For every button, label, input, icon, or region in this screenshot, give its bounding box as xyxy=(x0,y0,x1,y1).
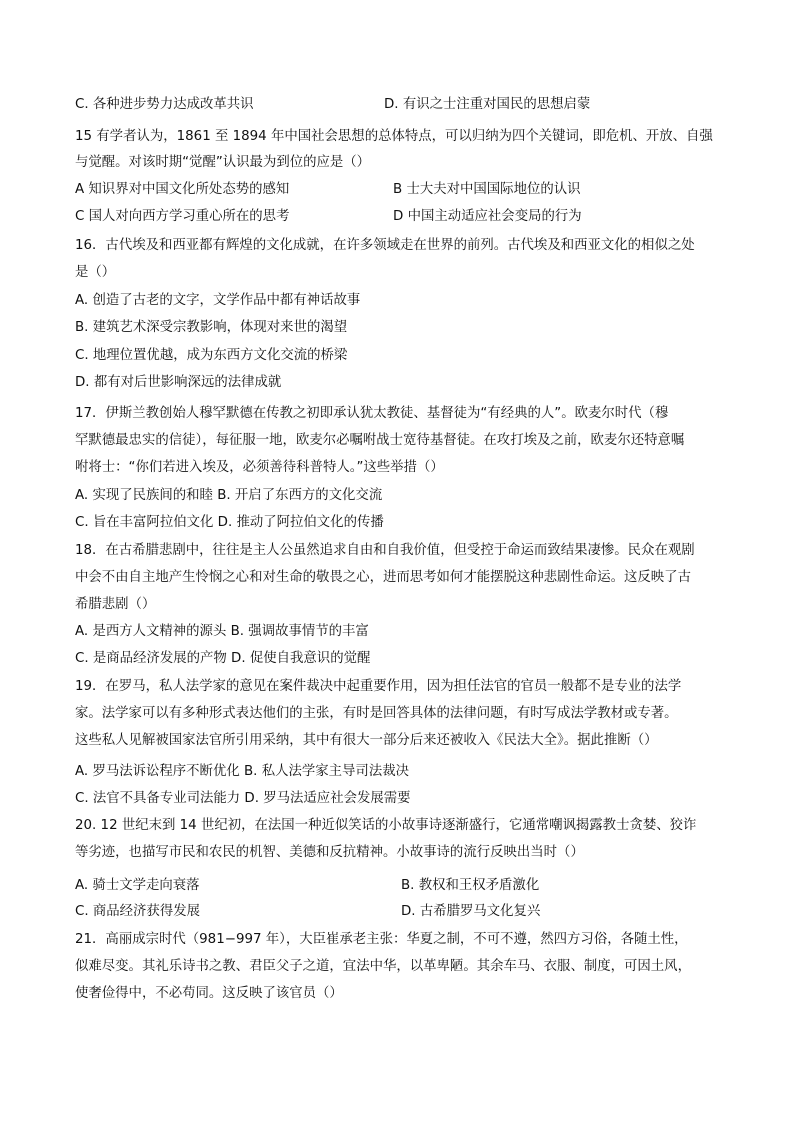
q19-stem-line-1: 19．在罗马，私人法学家的意见在案件裁决中起重要作用，因为担任法官的官员一般都不是专业的法学 xyxy=(75,679,682,694)
q16-stem-line-1: 16．古代埃及和西亚都有辉煌的文化成就，在许多领域走在世界的前列。古代埃及和西亚文化的相似之处 xyxy=(75,238,695,253)
q15-option-b: B 士大夫对中国国际地位的认识 xyxy=(393,182,581,197)
q18-option-ab: A. 是西方人文精神的源头 B. 强调故事情节的丰富 xyxy=(75,624,369,639)
q21-stem-line-2: 似难尽变。其礼乐诗书之教、君臣父子之道，宜法中华，以革卑陋。其余车马、衣服、制度，可因土风， xyxy=(75,959,691,974)
q19-stem-line-2: 家。法学家可以有多种形式表达他们的主张，有时是回答具体的法律问题，有时写成法学教材或专著。 xyxy=(75,706,678,721)
q20-option-b: B. 教权和王权矛盾激化 xyxy=(401,878,540,893)
q21-stem-line-1: 21．高丽成宗时代（981−997 年），大臣崔承老主张：华夏之制，不可不遵，然四方习俗，各随土性， xyxy=(75,932,688,947)
q16-stem-line-2: 是（） xyxy=(75,265,116,280)
q18-stem-line-3: 希腊悲剧（） xyxy=(75,597,156,612)
q17-stem-line-1: 17．伊斯兰教创始人穆罕默德在传教之初即承认犹太教徒、基督徒为“有经典的人”。欧麦尔时代（穆 xyxy=(75,406,669,421)
q18-stem-line-2: 中会不由自主地产生怜悯之心和对生命的敬畏之心，进而思考如何才能摆脱这种悲剧性命运。这反映了古 xyxy=(75,570,691,585)
q21-stem-line-3: 使奢俭得中，不必苟同。这反映了该官员（） xyxy=(75,986,343,1001)
q17-option-cd: C. 旨在丰富阿拉伯文化 D. 推动了阿拉伯文化的传播 xyxy=(75,515,384,530)
q20-option-a: A. 骑士文学走向衰落 xyxy=(75,878,200,893)
q15-stem-line-2: 与觉醒。对该时期“觉醒”认识最为到位的应是（） xyxy=(75,155,371,170)
q17-option-ab: A. 实现了民族间的和睦 B. 开启了东西方的文化交流 xyxy=(75,488,383,503)
q20-option-c: C. 商品经济获得发展 xyxy=(75,904,200,919)
q16-option-a: A. 创造了古老的文字，文学作品中都有神话故事 xyxy=(75,293,361,308)
q18-stem-line-1: 18．在古希腊悲剧中，往往是主人公虽然追求自由和自我价值，但受控于命运而致结果凄惨。民众在观剧 xyxy=(75,543,695,558)
q15-option-d: D 中国主动适应社会变局的行为 xyxy=(393,209,582,224)
q20-stem-line-1: 20. 12 世纪末到 14 世纪初，在法国一种近似笑话的小故事诗逐渐盛行，它通常嘲讽揭露教士贪婪、狡诈 xyxy=(75,818,697,833)
q14-option-c: C. 各种进步势力达成改革共识 xyxy=(75,97,254,112)
q17-stem-line-3: 咐将士：“你们若进入埃及，必须善待科普特人。”这些举措（） xyxy=(75,460,444,475)
q19-option-ab: A. 罗马法诉讼程序不断优化 B. 私人法学家主导司法裁决 xyxy=(75,764,409,779)
q19-stem-line-3: 这些私人见解被国家法官所引用采纳，其中有很大一部分后来还被收入《民法大全》。据此推断（） xyxy=(75,733,658,748)
q20-stem-line-2: 等劣迹，也描写市民和农民的机智、美德和反抗精神。小故事诗的流行反映出当时（） xyxy=(75,845,584,860)
q15-option-c: C 国人对向西方学习重心所在的思考 xyxy=(75,209,290,224)
q14-option-d: D. 有识之士注重对国民的思想启蒙 xyxy=(384,97,591,112)
q20-option-d: D. 古希腊罗马文化复兴 xyxy=(401,904,541,919)
q16-option-b: B. 建筑艺术深受宗教影响，体现对来世的渴望 xyxy=(75,320,348,335)
q19-option-cd: C. 法官不具备专业司法能力 D. 罗马法适应社会发展需要 xyxy=(75,791,411,806)
q17-stem-line-2: 罕默德最忠实的信徒），每征服一地，欧麦尔必嘱咐战士宽待基督徒。在攻打埃及之前，欧麦尔还特意嘱 xyxy=(75,433,685,448)
q16-option-d: D. 都有对后世影响深远的法律成就 xyxy=(75,375,282,390)
q16-option-c: C. 地理位置优越，成为东西方文化交流的桥梁 xyxy=(75,348,348,363)
q15-option-a: A 知识界对中国文化所处态势的感知 xyxy=(75,182,290,197)
q18-option-cd: C. 是商品经济发展的产物 D. 促使自我意识的觉醒 xyxy=(75,651,371,666)
q15-stem-line-1: 15 有学者认为，1861 至 1894 年中国社会思想的总体特点，可以归纳为四个关键词，即危机、开放、自强 xyxy=(75,129,713,144)
